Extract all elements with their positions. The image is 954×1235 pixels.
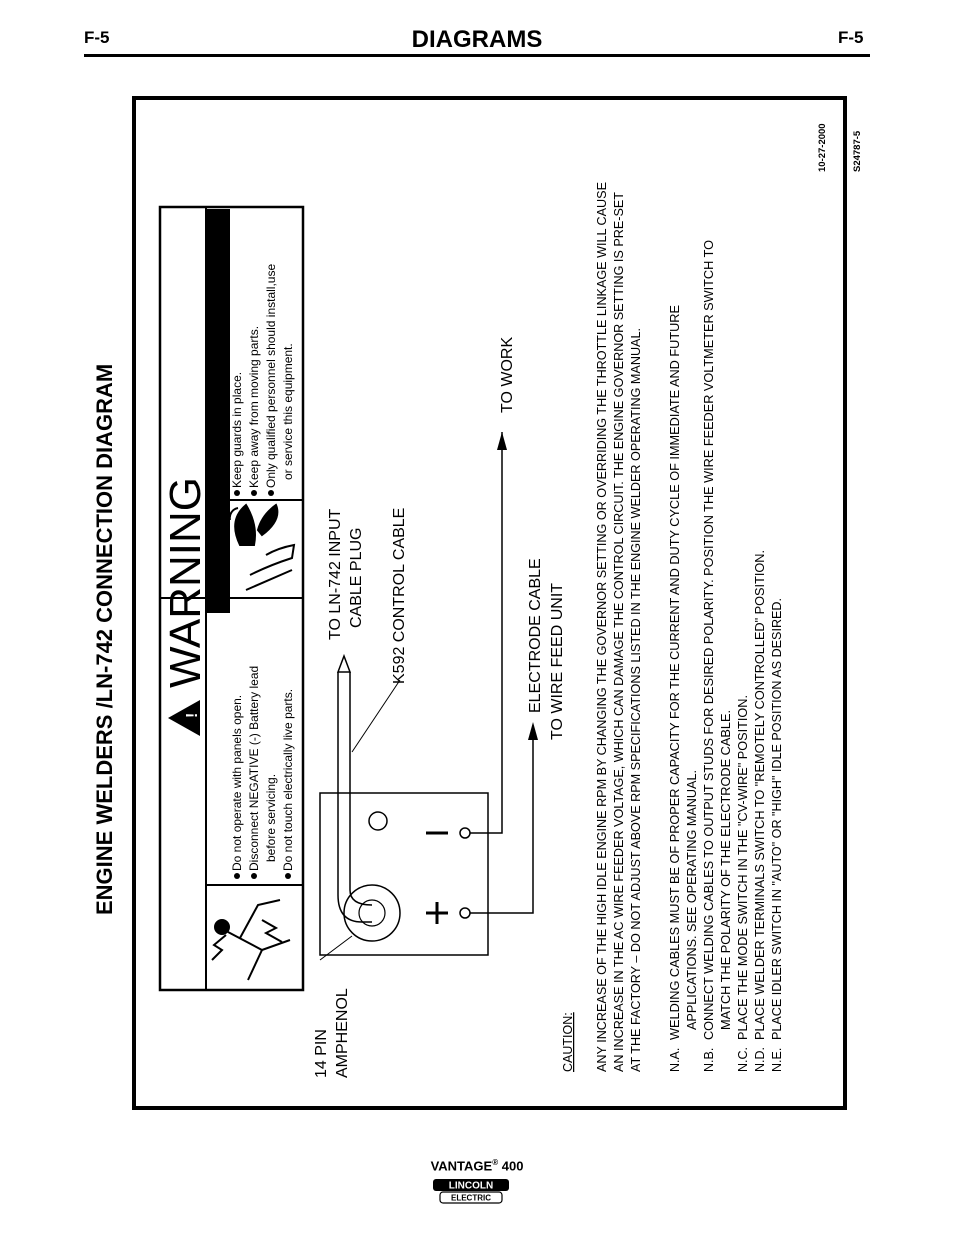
logo-bottom-text: ELECTRIC (451, 1193, 491, 1203)
notes-block (668, 240, 784, 1072)
work-cable (470, 432, 507, 833)
warning-left-bullet-2: Disconnect NEGATIVE (-) Battery lead (247, 665, 261, 871)
label-electrode-line2: TO WIRE FEED UNIT (549, 582, 566, 740)
logo-reg: ® (505, 1186, 508, 1191)
footer-model-number: 400 (501, 1158, 524, 1174)
caution-line-2: AN INCREASE IN THE AC WIRE FEEDER VOLTAGE, WHICH CAN DAMAGE THE CONTROL CIRCUIT. THE ENGINE GOVERNOR SETTING IS PRE-SET (612, 199, 626, 1072)
control-cable-leader (352, 680, 400, 752)
note-tag-ne: N.E. (770, 1047, 784, 1072)
note-na-line-1: WELDING CABLES MUST BE OF PROPER CAPACITY FOR THE CURRENT AND DUTY CYCLE OF IMMEDIATE AND FUTURE (668, 317, 682, 1040)
note-tag-nc: N.C. (736, 1047, 750, 1072)
note-nb-line-1: CONNECT WELDING CABLES TO OUTPUT STUDS FOR DESIRED POLARITY. POSITION THE WIRE FEEDER VOLTMETER SWITCH TO (702, 253, 716, 1040)
label-control-cable: K592 CONTROL CABLE (391, 507, 408, 684)
lincoln-electric-logo (432, 1178, 510, 1204)
drawing-date: 10-27-2000 (817, 123, 828, 172)
label-electrode-line1: ELECTRODE CABLE (527, 558, 544, 713)
caution-line-1: ANY INCREASE OF THE HIGH IDLE ENGINE RPM BY CHANGING THE GOVERNOR SETTING OR OVERRIDING THE THROTTLE LINKAGE WILL CAUSE (595, 189, 609, 1072)
note-nc-line-1: PLACE THE MODE SWITCH IN THE "CV-WIRE" POSITION. (736, 700, 750, 1040)
warning-right-bullet-4: or service this equipment. (281, 343, 295, 480)
drawing-number: S24787-5 (852, 130, 863, 172)
section-title: DIAGRAMS (411, 26, 543, 53)
caution-line-3: AT THE FACTORY – DO NOT ADJUST ABOVE RPM SPECIFICATIONS LISTED IN THE ENGINE WELDER OPERATING MANUAL. (629, 334, 643, 1072)
footer-model (0, 1158, 954, 1173)
page-number-left: F-5 (84, 28, 110, 47)
svg-text:!: ! (184, 712, 201, 718)
warning-right-bullet-3: Only qualified personnel should install,use (264, 263, 278, 488)
label-amphenol-line2: AMPHENOL (334, 988, 351, 1078)
label-plug-line1: TO LN-742 INPUT (327, 508, 344, 640)
warning-heading: WARNING (161, 476, 210, 688)
note-nd-line-1: PLACE WELDER TERMINALS SWITCH TO "REMOTELY CONTROLLED" POSITION. (753, 558, 767, 1040)
note-tag-nd: N.D. (753, 1047, 767, 1072)
warning-left-bullet-3: before servicing. (264, 773, 278, 862)
note-tag-na: N.A. (668, 1047, 682, 1072)
note-tag-nb: N.B. (702, 1047, 716, 1072)
diagram-title: ENGINE WELDERS /LN-742 CONNECTION DIAGRAM (92, 363, 117, 915)
footer-model-name: VANTAGE (430, 1158, 493, 1174)
note-nb-line-2: MATCH THE POLARITY OF THE ELECTRODE CABLE. (719, 716, 733, 1030)
page-number-right: F-5 (838, 28, 864, 47)
note-ne-line-1: PLACE IDLER SWITCH IN "AUTO" OR "HIGH" IDLE POSITION AS DESIRED. (770, 600, 784, 1040)
caution-heading: CAUTION: (561, 1012, 575, 1072)
warning-left-bullet-1: Do not operate with panels open. (230, 694, 244, 871)
diagram-labels (313, 337, 566, 1078)
warning-right-bullet-1: Keep guards in place. (230, 371, 244, 488)
caution-block (561, 182, 643, 1072)
welder-output-panel (320, 793, 488, 955)
footer-model-reg: ® (492, 1158, 499, 1167)
note-na-line-2: APPLICATIONS. SEE OPERATING MANUAL. (685, 772, 699, 1030)
warning-label (160, 207, 303, 990)
warning-left-bullet-4: Do not touch electrically live parts. (281, 688, 295, 871)
welder-panel-box (320, 793, 488, 955)
warning-right-bullet-2: Keep away from moving parts. (247, 325, 261, 488)
logo-top-text: LINCOLN (448, 1180, 494, 1192)
label-amphenol-line1: 14 PIN (313, 1029, 330, 1078)
panel-indicator-circle (369, 812, 387, 830)
label-to-work: TO WORK (499, 336, 516, 413)
label-plug-line2: CABLE PLUG (348, 527, 365, 628)
